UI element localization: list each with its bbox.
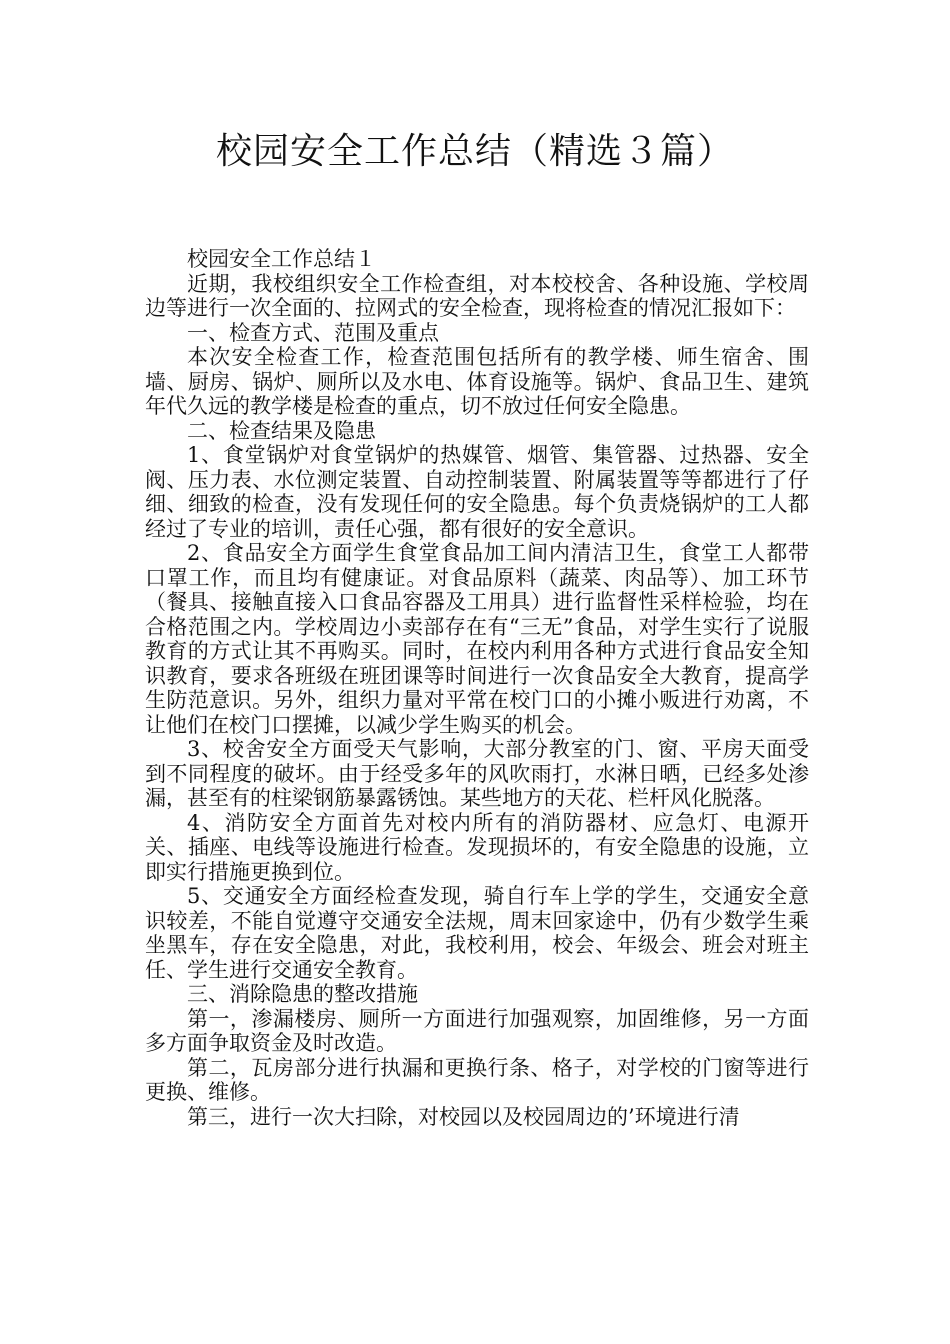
document-body — [145, 247, 809, 1129]
body-paragraph: 3、校舍安全方面受天气影响，大部分教室的门、窗、平房天面受到不同程度的破坏。由于经受多年的风吹雨打，水淋日晒，已经多处渗漏，甚至有的柱梁钢筋暴露锈蚀。某些地方的天花、栏杆风化脱落。 — [145, 737, 809, 810]
body-paragraph: 本次安全检查工作，检查范围包括所有的教学楼、师生宿舍、围墙、厨房、锅炉、厕所以及水电、体育设施等。锅炉、食品卫生、建筑年代久远的教学楼是检查的重点，切不放过任何安全隐患。 — [145, 345, 809, 418]
body-paragraph: 第一，渗漏楼房、厕所一方面进行加强观察，加固维修，另一方面多方面争取资金及时改造。 — [145, 1006, 809, 1055]
document-title: 校园安全工作总结（精选３篇） — [215, 131, 734, 172]
body-paragraph: 4、消防安全方面首先对校内所有的消防器材、应急灯、电源开关、插座、电线等设施进行检查。发现损坏的，有安全隐患的设施，立即实行措施更换到位。 — [145, 810, 809, 884]
body-paragraph: 近期，我校组织安全工作检查组，对本校校舍、各种设施、学校周边等进行一次全面的、拉网式的安全检查，现将检查的情况汇报如下： — [145, 271, 809, 320]
body-paragraph: 5、交通安全方面经检查发现，骑自行车上学的学生，交通安全意识较差，不能自觉遵守交通安全法规，周末回家途中，仍有少数学生乘坐黑车，存在安全隐患，对此，我校利用，校会、年级会、班会对班主任、学生进行交通安全教育。 — [145, 884, 809, 982]
body-paragraph: 第三，进行一次大扫除，对校园以及校园周边的’环境进行清 — [187, 1104, 740, 1129]
section-heading: 校园安全工作总结１ — [187, 247, 376, 271]
section-heading: 三、消除隐患的整改措施 — [187, 982, 418, 1006]
section-heading: 二、检查结果及隐患 — [187, 418, 376, 443]
body-paragraph: 1、食堂锅炉对食堂锅炉的热媒管、烟管、集管器、过热器、安全阀、压力表、水位测定装置、自动控制装置、附属装置等等都进行了仔细、细致的检查，没有发现任何的安全隐患。每个负责烧锅炉的工人都经过了专业的培训，责任心强，都有很好的安全意识。 — [145, 443, 809, 541]
section-heading: 一、检查方式、范围及重点 — [187, 320, 439, 345]
body-paragraph: 2、食品安全方面学生食堂食品加工间内清洁卫生，食堂工人都带口罩工作，而且均有健康证。对食品原料（蔬菜、肉品等）、加工环节（餐具、接触直接入口食品容器及工用具）进行监督性采样检验，均在合格范围之内。学校周边小卖部存在有“三无”食品，对学生实行了说服教育的方式让其不再购买。同时，在校内利用各种方式进行食品安全知识教育，要求各班级在班团课等时间进行一次食品安全大教育，提高学生防范意识。另外，组织力量对平常在校门口的小摊小贩进行劝离，不让他们在校门口摆摊，以减少学生购买的机会。 — [145, 541, 809, 737]
body-paragraph: 第二，瓦房部分进行执漏和更换行条、格子，对学校的门窗等进行更换、维修。 — [145, 1055, 809, 1104]
